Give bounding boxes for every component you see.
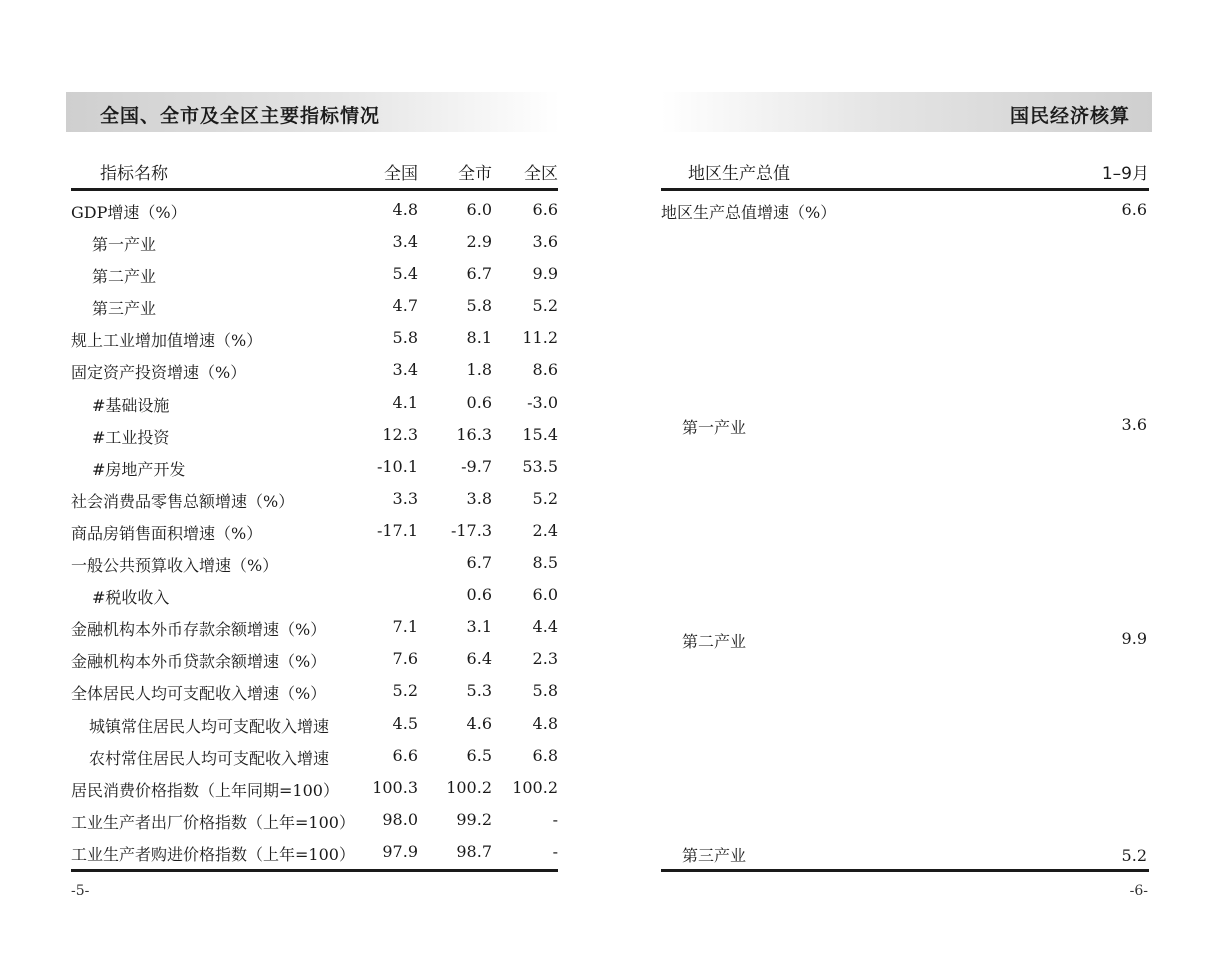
header-gdp: 地区生产总值	[688, 164, 790, 184]
district-value: 5.2	[532, 296, 558, 316]
gdp-row-name: 第三产业	[682, 846, 747, 865]
indicator-name: 工业生产者出厂价格指数（上年=100）	[71, 812, 355, 832]
indicator-name: 固定资产投资增速（%）	[71, 363, 247, 383]
table-row	[71, 355, 558, 387]
indicator-name: 金融机构本外币贷款余额增速（%）	[71, 652, 327, 672]
header-national: 全国	[384, 164, 418, 184]
gdp-row-value: 9.9	[1121, 629, 1147, 648]
national-value: 5.8	[392, 328, 418, 348]
district-value: 4.4	[532, 617, 558, 637]
city-value: 2.9	[466, 232, 492, 252]
indicator-name: 金融机构本外币存款余额增速（%）	[71, 620, 327, 640]
district-value: 6.6	[532, 200, 558, 219]
city-value: 16.3	[456, 424, 492, 444]
table-row	[71, 676, 558, 708]
table-row	[71, 741, 558, 773]
indicator-name: 居民消费价格指数（上年同期=100）	[71, 780, 339, 800]
table-row	[71, 644, 558, 676]
indicator-name: 工业生产者购进价格指数（上年=100）	[71, 844, 355, 864]
gdp-row-value: 5.2	[1121, 846, 1147, 865]
left-page-number: -5-	[71, 883, 90, 899]
district-value: 6.0	[532, 585, 558, 605]
national-value: 3.4	[392, 360, 418, 380]
district-value: 2.4	[532, 520, 558, 540]
gdp-row-name: 地区生产总值增速（%）	[661, 203, 837, 222]
left-bottom-rule	[71, 869, 558, 872]
table-row	[71, 516, 558, 548]
table-row	[71, 195, 558, 227]
national-value: 4.5	[392, 713, 418, 733]
national-value: 4.8	[392, 200, 418, 219]
table-row	[71, 580, 558, 612]
district-value: 9.9	[532, 264, 558, 284]
table-row	[71, 388, 558, 420]
city-value: -9.7	[461, 456, 492, 476]
indicator-name: 城镇常住居民人均可支配收入增速	[89, 716, 330, 736]
indicator-name: 农村常住居民人均可支配收入增速	[89, 748, 330, 768]
indicator-name: GDP增速（%）	[71, 203, 187, 222]
table-row	[71, 291, 558, 323]
header-city: 全市	[458, 164, 492, 184]
indicator-table-header	[71, 152, 558, 191]
city-value: 5.3	[466, 681, 492, 701]
city-value: 3.8	[466, 488, 492, 508]
table-row	[71, 259, 558, 291]
gdp-table-header	[661, 152, 1149, 191]
district-value: 5.8	[532, 681, 558, 701]
national-value: 5.4	[392, 264, 418, 284]
national-value: 98.0	[382, 809, 418, 829]
national-value: 5.2	[392, 681, 418, 701]
right-section-banner	[661, 92, 1152, 132]
gdp-row	[661, 629, 1147, 653]
header-district: 全区	[524, 164, 558, 184]
indicator-name: 商品房销售面积增速（%）	[71, 523, 263, 543]
gdp-row	[661, 200, 1147, 224]
right-section-title: 国民经济核算	[1009, 105, 1130, 127]
gdp-row	[661, 843, 1147, 867]
national-value: 7.6	[392, 649, 418, 669]
indicator-name: #工业投资	[92, 427, 170, 447]
right-bottom-rule	[661, 869, 1149, 872]
indicator-table-body	[71, 195, 558, 869]
national-value: 6.6	[392, 745, 418, 765]
national-value: 4.1	[392, 392, 418, 412]
indicator-name: 第一产业	[92, 235, 157, 255]
city-value: 98.7	[456, 841, 492, 861]
table-row	[71, 420, 558, 452]
city-value: 3.1	[466, 617, 492, 637]
national-value: -17.1	[376, 520, 418, 540]
indicator-name: 社会消费品零售总额增速（%）	[71, 491, 295, 511]
national-value: 3.4	[392, 232, 418, 252]
district-value: 53.5	[522, 456, 558, 476]
table-row	[71, 805, 558, 837]
district-value: 5.2	[532, 488, 558, 508]
indicator-name: 一般公共预算收入增速（%）	[71, 556, 279, 576]
city-value: 1.8	[466, 360, 492, 380]
city-value: 100.2	[446, 777, 492, 797]
indicator-name: #基础设施	[92, 395, 170, 415]
table-row	[71, 484, 558, 516]
city-value: 0.6	[466, 392, 492, 412]
city-value: 6.5	[466, 745, 492, 765]
city-value: 6.7	[466, 264, 492, 284]
district-value: -	[552, 841, 558, 861]
district-value: 2.3	[532, 649, 558, 669]
district-value: 8.5	[532, 553, 558, 573]
table-row	[71, 612, 558, 644]
city-value: 6.4	[466, 649, 492, 669]
right-page-number: -6-	[1129, 883, 1148, 899]
national-value: -10.1	[376, 456, 418, 476]
header-period: 1–9月	[1101, 164, 1149, 184]
district-value: 4.8	[532, 713, 558, 733]
gdp-row-name: 第二产业	[682, 632, 747, 651]
gdp-row-value: 3.6	[1121, 415, 1147, 434]
indicator-name: 全体居民人均可支配收入增速（%）	[71, 684, 327, 704]
gdp-row-name: 第一产业	[682, 418, 747, 437]
city-value: 8.1	[466, 328, 492, 348]
table-row	[71, 323, 558, 355]
indicator-name: 规上工业增加值增速（%）	[71, 331, 263, 351]
left-section-banner	[66, 92, 560, 132]
district-value: 8.6	[532, 360, 558, 380]
national-value: 97.9	[382, 841, 418, 861]
district-value: 11.2	[522, 328, 558, 348]
national-value: 4.7	[392, 296, 418, 316]
national-value: 3.3	[392, 488, 418, 508]
district-value: 15.4	[522, 424, 558, 444]
indicator-name: #房地产开发	[92, 459, 186, 479]
indicator-name: #税收收入	[92, 588, 170, 608]
table-row	[71, 709, 558, 741]
district-value: 6.8	[532, 745, 558, 765]
table-row	[71, 837, 558, 869]
right-page	[609, 0, 1218, 977]
national-value: 7.1	[392, 617, 418, 637]
table-row	[71, 773, 558, 805]
table-row	[71, 548, 558, 580]
city-value: 0.6	[466, 585, 492, 605]
gdp-row-value: 6.6	[1121, 200, 1147, 219]
national-value: 100.3	[372, 777, 418, 797]
indicator-name: 第三产业	[92, 299, 157, 319]
city-value: 6.7	[466, 553, 492, 573]
district-value: 100.2	[512, 777, 558, 797]
national-value: 12.3	[382, 424, 418, 444]
left-section-title: 全国、全市及全区主要指标情况	[100, 105, 381, 127]
district-value: -3.0	[527, 392, 558, 412]
city-value: 5.8	[466, 296, 492, 316]
district-value: 3.6	[532, 232, 558, 252]
table-row	[71, 452, 558, 484]
district-value: -	[552, 809, 558, 829]
city-value: 6.0	[466, 200, 492, 219]
city-value: 99.2	[456, 809, 492, 829]
gdp-row	[661, 415, 1147, 439]
table-row	[71, 227, 558, 259]
indicator-name: 第二产业	[92, 267, 157, 287]
header-indicator-name: 指标名称	[100, 164, 168, 184]
city-value: 4.6	[466, 713, 492, 733]
city-value: -17.3	[450, 520, 492, 540]
